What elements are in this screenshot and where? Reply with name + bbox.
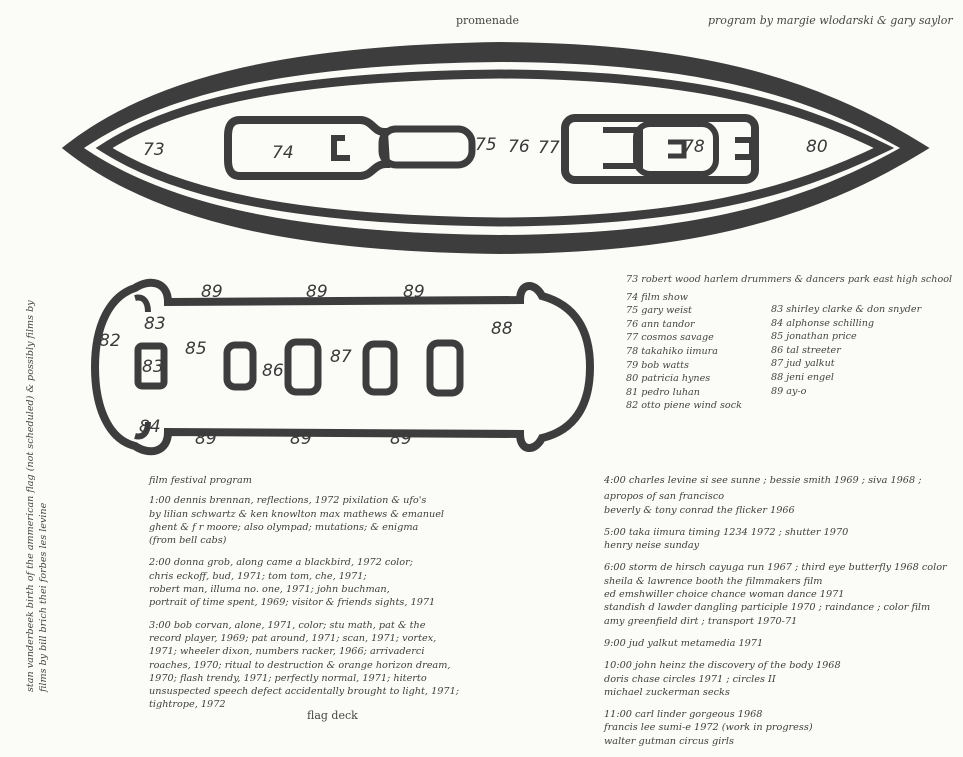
legend-entry: 79 bob watts	[626, 359, 689, 371]
program-line: francis lee sumi-e 1972 (work in progress)	[604, 722, 813, 734]
flag-deck-number: 85	[185, 339, 207, 359]
program-line: (from bell cabs)	[149, 535, 227, 547]
program-title: film festival program	[149, 475, 252, 486]
side-note-line: stan vanderbeek birth of the ammerican flag (not scheduled) & possibly films by	[25, 300, 36, 692]
legend-entry: 82 otto piene wind sock	[626, 400, 742, 412]
side-note-line: films by bill brich thei forbes les levine	[38, 502, 49, 692]
program-line: sheila & lawrence booth the filmmakers film	[604, 575, 823, 587]
program-line: henry neise sunday	[604, 540, 700, 552]
program-slot	[604, 708, 947, 748]
program-line: standish d lawder dangling participle 1970 ; raindance ; color film	[604, 602, 931, 614]
flag-deck-label: flag deck	[307, 709, 358, 722]
program-line: walter gutman circus girls	[604, 735, 734, 747]
program-slot	[604, 659, 947, 699]
legend-entry: 84 alphonse schilling	[771, 317, 875, 329]
legend-entry: 77 cosmos savage	[626, 332, 714, 344]
flag-deck-number: 82	[99, 331, 121, 351]
program-slot	[604, 474, 947, 517]
program-line: 11:00 carl linder gorgeous 1968	[604, 709, 763, 721]
flag-deck-number: 89	[290, 429, 312, 449]
legend-entry: 89 ay-o	[771, 385, 807, 397]
program-slot	[604, 561, 947, 627]
program-slot	[149, 556, 459, 609]
promenade-deck-number: 74	[272, 143, 294, 163]
program-credit: program by margie wlodarski & gary saylor	[708, 14, 953, 27]
program-line: robert man, illuma no. one, 1971; john buchman,	[149, 584, 390, 596]
legend-entry: 88 jeni engel	[771, 371, 834, 383]
legend-entry: 76 ann tandor	[626, 318, 695, 330]
program-slot	[149, 619, 459, 712]
program-line: amy greenfield dirt ; transport 1970-71	[604, 615, 798, 627]
program-left-column	[149, 474, 459, 721]
program-line: 6:00 storm de hirsch cayuga run 1967 ; third eye butterfly 1968 color	[604, 562, 947, 574]
promenade-deck-number: 73	[143, 140, 165, 160]
legend-entry: 75 gary weist	[626, 305, 692, 317]
flag-deck-number: 86	[262, 361, 284, 381]
program-line: 5:00 taka iimura timing 1234 1972 ; shutter 1970	[604, 526, 849, 538]
flag-deck-number: 88	[491, 319, 513, 339]
program-line: 2:00 donna grob, along came a blackbird, 1972 color;	[149, 557, 413, 569]
program-line: ed emshwiller choice chance woman dance 1971	[604, 589, 845, 601]
legend-column-b	[771, 303, 921, 398]
flag-deck-number: 83	[142, 357, 164, 377]
flag-deck-number: 89	[390, 429, 412, 449]
promenade-deck-number: 78	[683, 137, 705, 157]
flag-deck-number: 84	[139, 417, 161, 437]
side-note	[24, 300, 50, 692]
legend-entry: 78 takahiko iimura	[626, 345, 718, 357]
program-line: unsuspected speech defect accidentally brought to light, 1971;	[149, 686, 460, 698]
program-line: doris chase circles 1971 ; circles II	[604, 673, 776, 685]
flag-deck-number: 89	[201, 282, 223, 302]
legend-entry: 81 pedro luhan	[626, 386, 700, 398]
legend-entry: 86 tal streeter	[771, 344, 841, 356]
legend-entry: 73 robert wood harlem drummers & dancers park east high school	[626, 274, 953, 285]
legend-entry: 80 patricia hynes	[626, 373, 711, 385]
promenade-deck-number: 77	[538, 138, 560, 158]
promenade-deck-number: 75	[475, 135, 497, 155]
program-line: roaches, 1970; ritual to destruction & orange horizon dream,	[149, 659, 451, 671]
program-line: 1:00 dennis brennan, reflections, 1972 pixilation & ufo's	[149, 495, 427, 507]
flag-deck-number: 83	[144, 314, 166, 334]
program-slot	[604, 637, 947, 650]
program-line: portrait of time spent, 1969; visitor & friends sights, 1971	[149, 597, 436, 609]
flag-deck-number: 89	[306, 282, 328, 302]
promenade-deck-number: 76	[508, 137, 530, 157]
flag-deck-plan	[95, 283, 590, 452]
legend-entry: 74 film show	[626, 291, 688, 303]
program-line: beverly & tony conrad the flicker 1966	[604, 504, 795, 516]
program-line: 1971; wheeler dixon, numbers racker, 1966; arrivaderci	[149, 646, 425, 658]
program-line: record player, 1969; pat around, 1971; scan, 1971; vortex,	[149, 632, 437, 644]
program-slot	[604, 526, 947, 553]
program-line: 4:00 charles levine si see sunne ; bessie smith 1969 ; siva 1968 ;	[604, 475, 922, 486]
program-line: apropos of san francisco	[604, 491, 725, 503]
program-line: ghent & f r moore; also olympad; mutations; & enigma	[149, 521, 419, 533]
program-right-column	[604, 474, 947, 757]
flag-deck-number: 87	[330, 347, 352, 367]
program-line: chris eckoff, bud, 1971; tom tom, che, 1971;	[149, 570, 367, 582]
legend-entry: 87 jud yalkut	[771, 358, 835, 370]
program-slot	[149, 494, 459, 547]
program-line: 1970; flash trendy, 1971; perfectly normal, 1971; hiterto	[149, 672, 427, 684]
program-line: 3:00 bob corvan, alone, 1971, color; stu math, pat & the	[149, 619, 426, 631]
flag-deck-number: 89	[403, 282, 425, 302]
program-line: tightrope, 1972	[149, 699, 226, 711]
promenade-title: promenade	[456, 14, 520, 27]
program-line: 10:00 john heinz the discovery of the body 1968	[604, 660, 841, 672]
promenade-deck-number: 80	[806, 137, 828, 157]
program-line: michael zuckerman secks	[604, 686, 730, 698]
legend-entry: 85 jonathan price	[771, 331, 857, 343]
flag-deck-number: 89	[195, 429, 217, 449]
program-line: by lilian schwartz & ken knowlton max mathews & emanuel	[149, 508, 445, 520]
program-line: 9:00 jud yalkut metamedia 1971	[604, 637, 764, 649]
legend-entry: 83 shirley clarke & don snyder	[771, 304, 922, 315]
